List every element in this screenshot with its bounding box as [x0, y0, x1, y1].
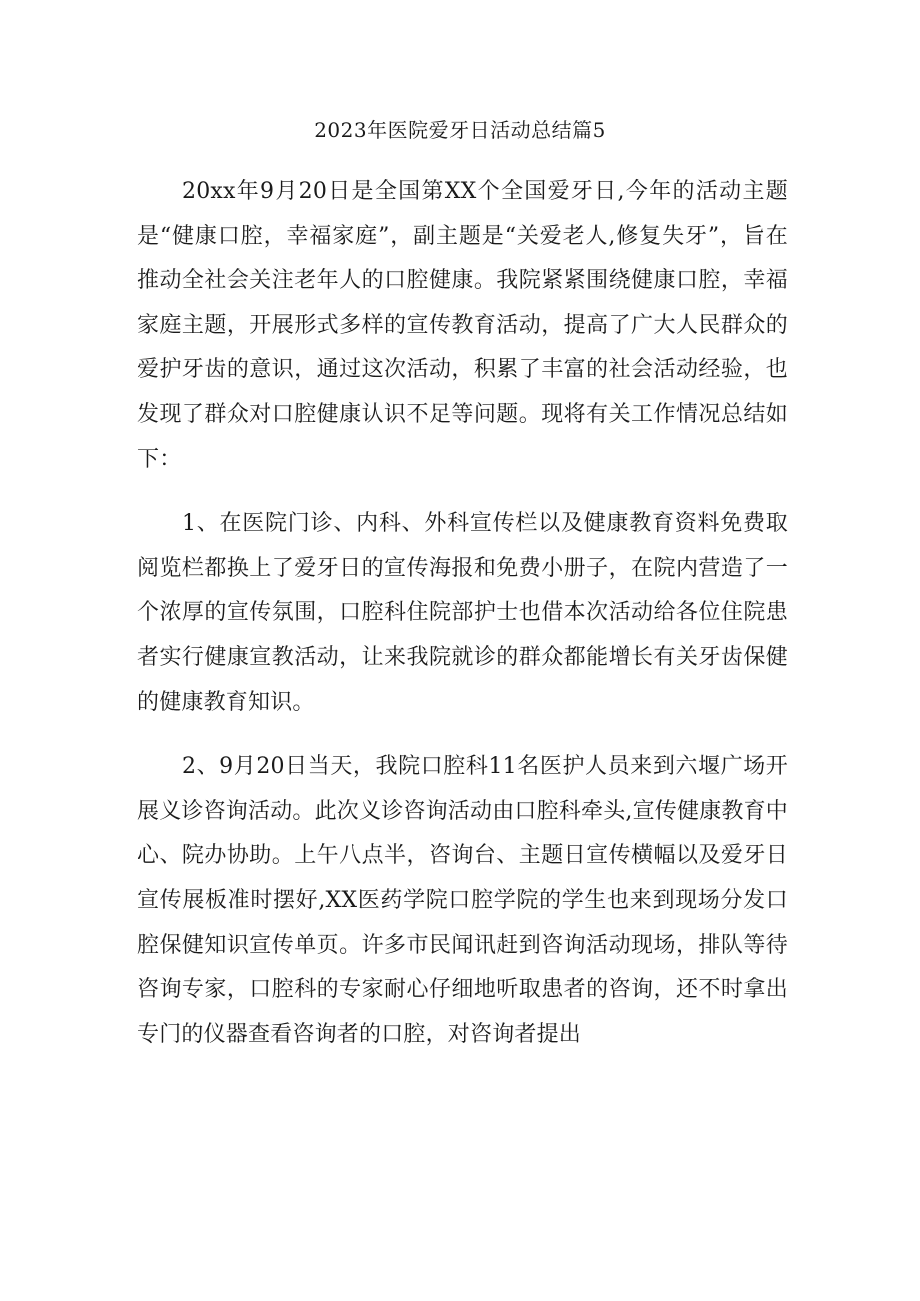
document-body [137, 170, 788, 1057]
paragraph-item-1: 1、在医院门诊、内科、外科宣传栏以及健康教育资料免费取阅览栏都换上了爱牙日的宣传海报和免费小册子，在院内营造了一个浓厚的宣传氛围，口腔科住院部护士也借本次活动给各位住院患者实行健康宣教活动，让来我院就诊的群众都能增长有关牙齿保健的健康教育知识。 [137, 511, 788, 715]
document-title: 2023年医院爱牙日活动总结篇5 [314, 118, 606, 142]
paragraph-intro: 20xx年9月20日是全国第XX个全国爱牙日,今年的活动主题是“健康口腔，幸福家庭”，副主题是“关爱老人,修复失牙”，旨在推动全社会关注老年人的口腔健康。我院紧紧围绕健康口腔，幸福家庭主题，开展形式多样的宣传教育活动，提高了广大人民群众的爱护牙齿的意识，通过这次活动，积累了丰富的社会活动经验，也发现了群众对口腔健康认识不足等问题。现将有关工作情况总结如下： [137, 179, 788, 472]
paragraph-item-2: 2、9月20日当天，我院口腔科11名医护人员来到六堰广场开展义诊咨询活动。此次义诊咨询活动由口腔科牵头,宣传健康教育中心、院办协助。上午八点半，咨询台、主题日宣传横幅以及爱牙日宣传展板准时摆好,XX医药学院口腔学院的学生也来到现场分发口腔保健知识宣传单页。许多市民闻讯赶到咨询活动现场，排队等待咨询专家，口腔科的专家耐心仔细地听取患者的咨询，还不时拿出专门的仪器查看咨询者的口腔，对咨询者提出 [137, 754, 788, 1047]
